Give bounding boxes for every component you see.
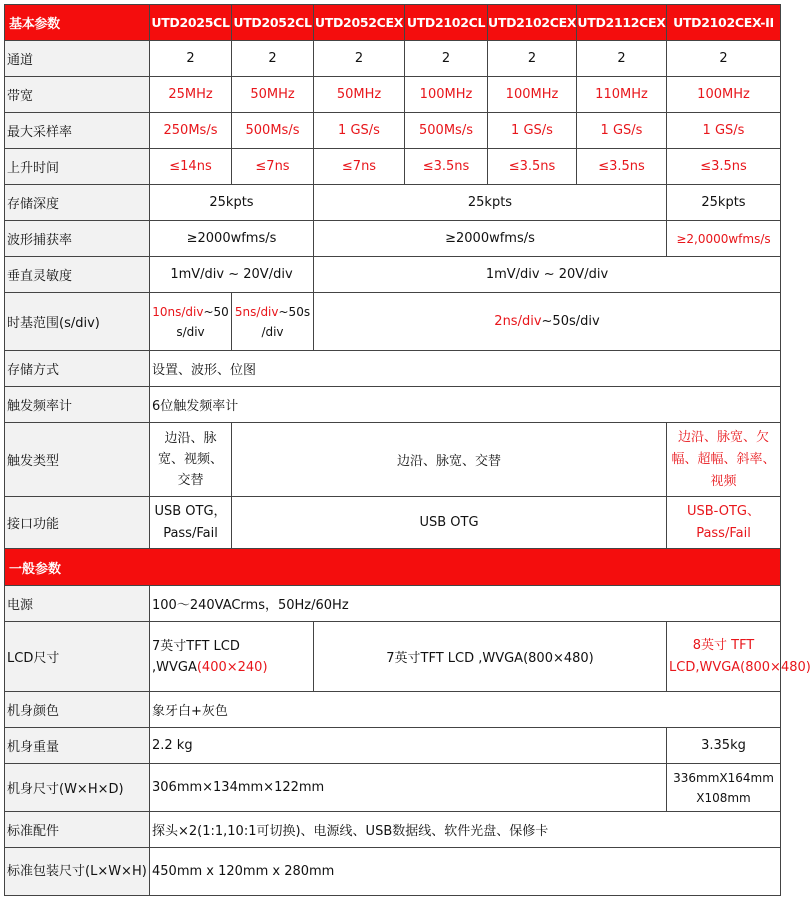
cell: 110MHz [577, 77, 667, 113]
cell: 2 [577, 41, 667, 77]
cell: ≤3.5ns [488, 149, 577, 185]
cell: 1mV/div ~ 20V/div [314, 257, 781, 293]
cell: 8英寸 TFT LCD,WVGA(800×480) [667, 622, 781, 692]
cell [150, 622, 314, 692]
cell: 2.2 kg [150, 728, 667, 764]
row-label: 接口功能 [5, 497, 150, 549]
lcd-spec: 7英寸TFT LCD ,WVGA [152, 638, 240, 675]
cell: 边沿、脉宽、视频、交替 [150, 423, 232, 497]
cell: 250Ms/s [150, 113, 232, 149]
row-label: 机身颜色 [5, 692, 150, 728]
model-header: UTD2102CL [405, 5, 488, 41]
cell [314, 293, 781, 351]
section-title: 一般参数 [5, 549, 781, 586]
row-power [5, 586, 781, 622]
row-label: 存储方式 [5, 351, 150, 387]
cell: 100～240VACrms，50Hz/60Hz [150, 586, 781, 622]
cell: USB OTG [232, 497, 667, 549]
row-label: 电源 [5, 586, 150, 622]
timebase-line: s/div [176, 324, 205, 339]
timebase-min: 10ns/div [152, 304, 204, 319]
row-label: 机身重量 [5, 728, 150, 764]
header-row [5, 5, 781, 41]
row-label: 时基范围(s/div) [5, 293, 150, 351]
cell: ≤7ns [232, 149, 314, 185]
timebase-line: /div [261, 324, 284, 339]
row-lcd [5, 622, 781, 692]
cell: ≤3.5ns [577, 149, 667, 185]
model-header: UTD2112CEX [577, 5, 667, 41]
row-channels [5, 41, 781, 77]
row-label: 垂直灵敏度 [5, 257, 150, 293]
row-label: 触发频率计 [5, 387, 150, 423]
cell: ≤7ns [314, 149, 405, 185]
cell: USB-OTG、Pass/Fail [667, 497, 781, 549]
cell: 306mm×134mm×122mm [150, 764, 667, 812]
cell: 1 GS/s [488, 113, 577, 149]
cell: 25MHz [150, 77, 232, 113]
timebase-sep: ~50 [203, 304, 229, 319]
cell: 100MHz [405, 77, 488, 113]
row-label: 机身尺寸(W×H×D) [5, 764, 150, 812]
cell: 25kpts [150, 185, 314, 221]
cell: 探头×2(1:1,10:1可切换)、电源线、USB数据线、软件光盘、保修卡 [150, 812, 781, 848]
cell: 边沿、脉宽、交替 [232, 423, 667, 497]
cell: ≤3.5ns [405, 149, 488, 185]
row-capture-rate [5, 221, 781, 257]
row-label: 上升时间 [5, 149, 150, 185]
row-weight [5, 728, 781, 764]
row-package [5, 848, 781, 896]
row-interface [5, 497, 781, 549]
model-header: UTD2052CL [232, 5, 314, 41]
lcd-resolution: (400×240) [196, 659, 268, 675]
timebase-max: ~50s/div [541, 314, 600, 329]
row-vertical-sensitivity [5, 257, 781, 293]
cell: ≤14ns [150, 149, 232, 185]
model-header: UTD2102CEX [488, 5, 577, 41]
cell: USB OTG，Pass/Fail [150, 497, 232, 549]
row-label: 带宽 [5, 77, 150, 113]
cell: 2 [232, 41, 314, 77]
timebase-line [234, 302, 311, 322]
cell: 50MHz [232, 77, 314, 113]
row-label: 最大采样率 [5, 113, 150, 149]
cell: 1 GS/s [667, 113, 781, 149]
timebase-min: 2ns/div [494, 314, 542, 329]
cell: 100MHz [667, 77, 781, 113]
cell: 2 [314, 41, 405, 77]
timebase-line [152, 302, 229, 322]
row-trigger [5, 423, 781, 497]
model-header: UTD2052CEX [314, 5, 405, 41]
row-storage [5, 351, 781, 387]
cell: 2 [405, 41, 488, 77]
cell [150, 293, 232, 351]
cell: 336mmX164mm X108mm [667, 764, 781, 812]
cell: 25kpts [667, 185, 781, 221]
header-label: 基本参数 [5, 5, 150, 41]
cell: 3.35kg [667, 728, 781, 764]
cell: 1 GS/s [577, 113, 667, 149]
cell: 2 [667, 41, 781, 77]
row-timebase [5, 293, 781, 351]
cell: 7英寸TFT LCD ,WVGA(800×480) [314, 622, 667, 692]
model-header: UTD2025CL [150, 5, 232, 41]
row-color [5, 692, 781, 728]
cell: 500Ms/s [232, 113, 314, 149]
cell: 450mm x 120mm x 280mm [150, 848, 781, 896]
row-label: 波形捕获率 [5, 221, 150, 257]
row-rise-time [5, 149, 781, 185]
cell: 边沿、脉宽、欠幅、超幅、斜率、视频 [667, 423, 781, 497]
cell: 1 GS/s [314, 113, 405, 149]
cell: 设置、波形、位图 [150, 351, 781, 387]
cell [232, 293, 314, 351]
model-header: UTD2102CEX-II [667, 5, 781, 41]
cell: 50MHz [314, 77, 405, 113]
cell: ≥2000wfms/s [314, 221, 667, 257]
row-label: 存储深度 [5, 185, 150, 221]
cell: ≤3.5ns [667, 149, 781, 185]
cell: 100MHz [488, 77, 577, 113]
row-freq-counter [5, 387, 781, 423]
row-sample-rate [5, 113, 781, 149]
cell: 6位触发频率计 [150, 387, 781, 423]
cell: ≥2000wfms/s [150, 221, 314, 257]
row-label: 标准包装尺寸(L×W×H) [5, 848, 150, 896]
row-memory-depth [5, 185, 781, 221]
cell: 象牙白+灰色 [150, 692, 781, 728]
timebase-min: 5ns/div [234, 304, 279, 319]
cell: 1mV/div ~ 20V/div [150, 257, 314, 293]
row-accessories [5, 812, 781, 848]
row-label: 通道 [5, 41, 150, 77]
spec-table [4, 4, 811, 896]
row-label: LCD尺寸 [5, 622, 150, 692]
row-dimensions [5, 764, 781, 812]
cell: 2 [150, 41, 232, 77]
cell: ≥2,0000wfms/s [667, 221, 781, 257]
cell: 500Ms/s [405, 113, 488, 149]
row-bandwidth [5, 77, 781, 113]
row-label: 触发类型 [5, 423, 150, 497]
timebase-sep: ~50s [278, 304, 311, 319]
cell: 25kpts [314, 185, 667, 221]
cell: 2 [488, 41, 577, 77]
row-label: 标准配件 [5, 812, 150, 848]
section-general [5, 549, 781, 586]
